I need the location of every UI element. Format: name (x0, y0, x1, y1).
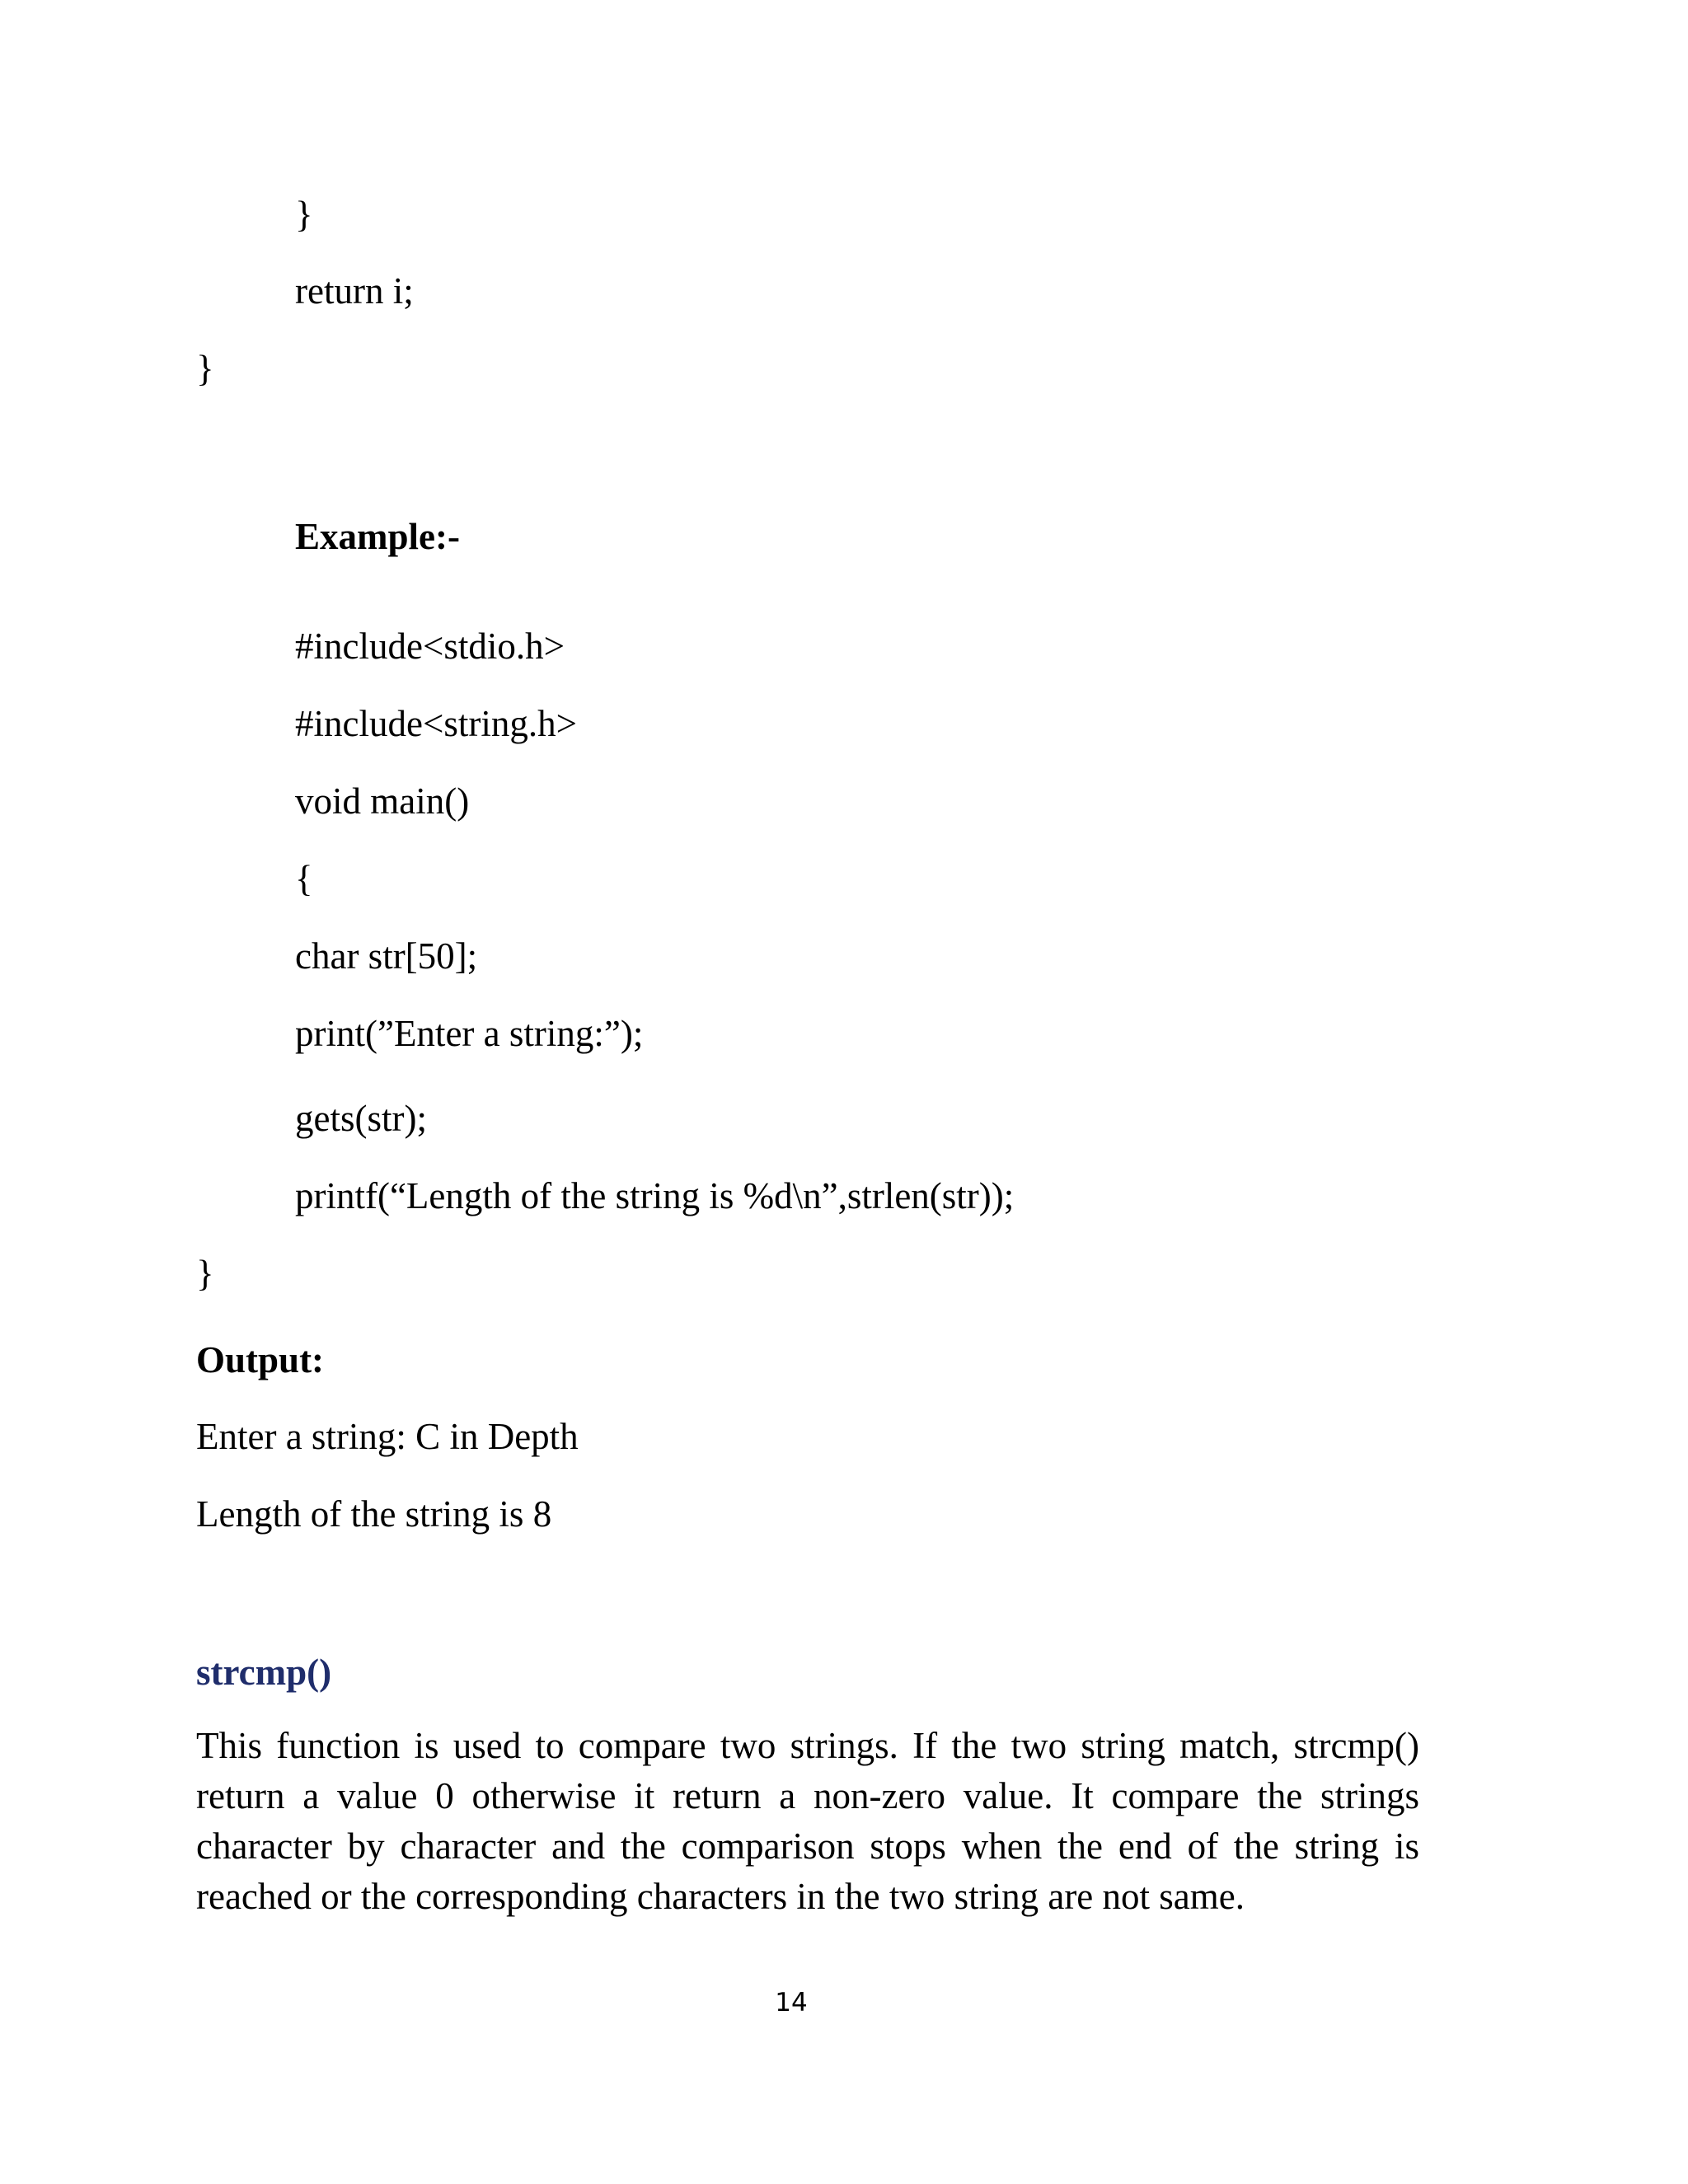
code-closing-brace-inner: } (295, 194, 313, 235)
code-line: void main() (295, 780, 470, 822)
output-heading: Output: (196, 1339, 325, 1380)
code-line: printf(“Length of the string is %d\n”,strlen(str)); (295, 1175, 1015, 1216)
code-line: char str[50]; (295, 935, 478, 977)
example-heading: Example:- (295, 516, 460, 557)
section-heading: strcmp() (196, 1652, 332, 1693)
output-line: Length of the string is 8 (196, 1493, 552, 1535)
code-closing-brace-main: } (196, 1253, 214, 1294)
output-line: Enter a string: C in Depth (196, 1416, 579, 1457)
code-line: print(”Enter a string:”); (295, 1013, 644, 1054)
code-return-line: return i; (295, 270, 414, 312)
page-number: 14 (775, 1988, 808, 2018)
section-paragraph: This function is used to compare two strings. If the two string match, strcmp() return a value 0 otherwise it return a non-zero value. It compare the strings character by character and the comparison stops when the end of the string is reached or the corresponding characters in the two string are not same. (196, 1725, 1419, 1917)
code-line: #include<string.h> (295, 703, 577, 744)
code-line: gets(str); (295, 1098, 427, 1139)
code-line: { (295, 858, 313, 899)
code-line: #include<stdio.h> (295, 626, 565, 667)
code-closing-brace-outer: } (196, 348, 214, 389)
